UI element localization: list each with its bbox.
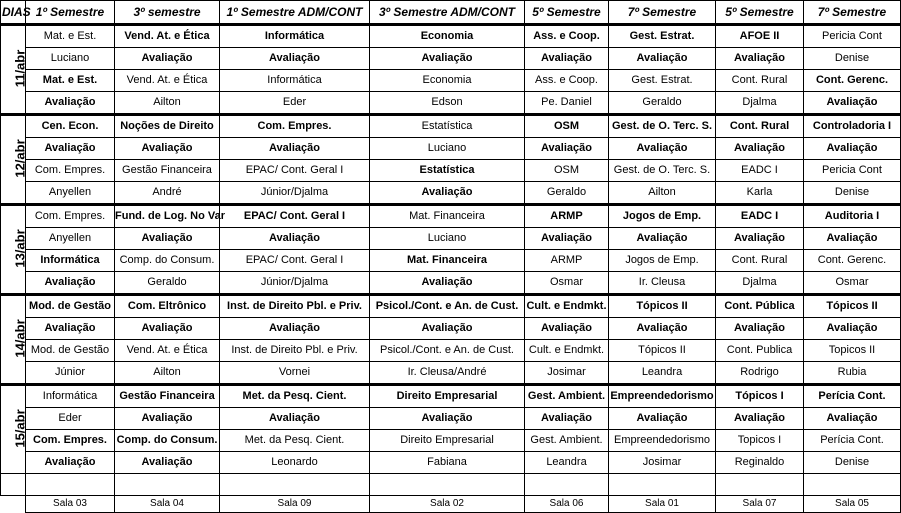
- schedule-body: [1, 25, 901, 513]
- schedule-cell: Avaliação: [609, 48, 716, 70]
- schedule-cell: Avaliação: [525, 318, 609, 340]
- schedule-cell: Avaliação: [220, 48, 370, 70]
- schedule-cell: Avaliação: [115, 452, 220, 474]
- table-row: [1, 318, 901, 340]
- schedule-cell: Gest. de O. Terc. S.: [609, 115, 716, 138]
- schedule-cell: Osmar: [525, 272, 609, 295]
- schedule-cell: Leonardo: [220, 452, 370, 474]
- schedule-cell: Gest. Estrat.: [609, 70, 716, 92]
- schedule-cell: Avaliação: [26, 318, 115, 340]
- schedule-cell: Ass. e Coop.: [525, 25, 609, 48]
- schedule-cell: Inst. de Direito Pbl. e Priv.: [220, 340, 370, 362]
- schedule-cell: Avaliação: [115, 408, 220, 430]
- schedule-cell: Met. da Pesq. Cient.: [220, 430, 370, 452]
- schedule-cell: Avaliação: [370, 48, 525, 70]
- table-row: [1, 160, 901, 182]
- room-cell: Sala 01: [609, 496, 716, 513]
- schedule-cell: Avaliação: [716, 318, 804, 340]
- schedule-cell: Vend. At. e Ética: [115, 340, 220, 362]
- header-col-1: 1º Semestre: [26, 1, 115, 25]
- schedule-cell: Psicol./Cont. e An. de Cust.: [370, 295, 525, 318]
- schedule-cell: Informática: [220, 25, 370, 48]
- schedule-cell: Pe. Daniel: [525, 92, 609, 115]
- schedule-cell: Avaliação: [220, 408, 370, 430]
- header-col-2: 3º semestre: [115, 1, 220, 25]
- schedule-cell: Cont. Rural: [716, 115, 804, 138]
- schedule-cell: Avaliação: [609, 408, 716, 430]
- schedule-cell: Avaliação: [716, 228, 804, 250]
- schedule-cell: Djalma: [716, 92, 804, 115]
- schedule-cell: Luciano: [26, 48, 115, 70]
- table-row: [1, 385, 901, 408]
- schedule-cell: Vend. At. e Ética: [115, 25, 220, 48]
- schedule-cell: Rodrigo: [716, 362, 804, 385]
- schedule-cell: EPAC/ Cont. Geral I: [220, 205, 370, 228]
- schedule-cell: Com. Empres.: [220, 115, 370, 138]
- table-row: [1, 115, 901, 138]
- schedule-cell: Cen. Econ.: [26, 115, 115, 138]
- schedule-cell: Avaliação: [220, 138, 370, 160]
- table-row: [1, 340, 901, 362]
- spacer-cell: [220, 474, 370, 496]
- header-row: [1, 1, 901, 25]
- schedule-cell: Empreendedorismo: [609, 430, 716, 452]
- spacer-cell: [370, 474, 525, 496]
- schedule-cell: Tópicos II: [609, 295, 716, 318]
- schedule-cell: Tópicos II: [804, 295, 901, 318]
- schedule-cell: Vend. At. e Ética: [115, 70, 220, 92]
- schedule-cell: Avaliação: [115, 318, 220, 340]
- schedule-cell: Gest. de O. Terc. S.: [609, 160, 716, 182]
- schedule-cell: Cont. Pública: [716, 295, 804, 318]
- schedule-cell: Avaliação: [609, 318, 716, 340]
- schedule-cell: Ailton: [115, 92, 220, 115]
- schedule-cell: Mat. e Est.: [26, 70, 115, 92]
- schedule-cell: Geraldo: [115, 272, 220, 295]
- schedule-cell: Pericia Cont: [804, 160, 901, 182]
- schedule-cell: Júnior/Djalma: [220, 182, 370, 205]
- schedule-cell: Com. Empres.: [26, 430, 115, 452]
- schedule-cell: Informática: [220, 70, 370, 92]
- room-cell: Sala 09: [220, 496, 370, 513]
- schedule-cell: Josimar: [525, 362, 609, 385]
- schedule-cell: Economia: [370, 70, 525, 92]
- schedule-cell: Com. Empres.: [26, 160, 115, 182]
- schedule-cell: Rubia: [804, 362, 901, 385]
- schedule-cell: Ir. Cleusa: [609, 272, 716, 295]
- schedule-cell: Fabiana: [370, 452, 525, 474]
- schedule-cell: Ass. e Coop.: [525, 70, 609, 92]
- schedule-cell: Geraldo: [609, 92, 716, 115]
- schedule-cell: Economia: [370, 25, 525, 48]
- day-label: [1, 295, 26, 385]
- schedule-cell: Avaliação: [115, 48, 220, 70]
- schedule-cell: Eder: [26, 408, 115, 430]
- spacer-cell: [609, 474, 716, 496]
- schedule-cell: Auditoria I: [804, 205, 901, 228]
- schedule-cell: Avaliação: [115, 228, 220, 250]
- schedule-cell: EPAC/ Cont. Geral I: [220, 250, 370, 272]
- day-label-text: 11/abr: [12, 49, 28, 88]
- schedule-cell: Júnior: [26, 362, 115, 385]
- table-row: [1, 295, 901, 318]
- schedule-cell: Gestão Financeira: [115, 385, 220, 408]
- spacer-cell: [26, 474, 115, 496]
- table-row: [1, 205, 901, 228]
- schedule-cell: Avaliação: [525, 408, 609, 430]
- schedule-cell: Cont. Publica: [716, 340, 804, 362]
- schedule-cell: Topicos II: [804, 340, 901, 362]
- schedule-cell: Comp. do Consum.: [115, 250, 220, 272]
- schedule-cell: Avaliação: [370, 408, 525, 430]
- schedule-cell: Com. Empres.: [26, 205, 115, 228]
- day-label-text: 15/abr: [12, 409, 28, 448]
- schedule-cell: Estatística: [370, 160, 525, 182]
- spacer-cell: [525, 474, 609, 496]
- header-col-8: 7º Semestre: [804, 1, 901, 25]
- schedule-cell: Noções de Direito: [115, 115, 220, 138]
- schedule-cell: Denise: [804, 452, 901, 474]
- schedule-cell: Avaliação: [220, 228, 370, 250]
- schedule-cell: Com. Eltrônico: [115, 295, 220, 318]
- schedule-cell: Mat. e Est.: [26, 25, 115, 48]
- schedule-cell: Josimar: [609, 452, 716, 474]
- table-row: [1, 430, 901, 452]
- schedule-cell: Edson: [370, 92, 525, 115]
- schedule-cell: Jogos de Emp.: [609, 250, 716, 272]
- schedule-cell: Geraldo: [525, 182, 609, 205]
- schedule-cell: EPAC/ Cont. Geral I: [220, 160, 370, 182]
- schedule-cell: Reginaldo: [716, 452, 804, 474]
- header-col-6: 7º Semestre: [609, 1, 716, 25]
- table-row: [1, 70, 901, 92]
- table-row: [1, 452, 901, 474]
- header-dias: DIAS: [1, 1, 26, 25]
- table-row: [1, 48, 901, 70]
- schedule-cell: Empreendedorismo: [609, 385, 716, 408]
- schedule-cell: Ir. Cleusa/André: [370, 362, 525, 385]
- schedule-cell: Vornei: [220, 362, 370, 385]
- schedule-cell: Gest. Estrat.: [609, 25, 716, 48]
- schedule-cell: Ailton: [609, 182, 716, 205]
- table-row: [1, 92, 901, 115]
- schedule-cell: Mod. de Gestão: [26, 340, 115, 362]
- schedule-cell: Mat. Financeira: [370, 205, 525, 228]
- schedule-cell: Direito Empresarial: [370, 385, 525, 408]
- schedule-cell: Cont. Gerenc.: [804, 250, 901, 272]
- schedule-cell: EADC I: [716, 160, 804, 182]
- schedule-cell: Informática: [26, 250, 115, 272]
- table-row: [1, 408, 901, 430]
- schedule-cell: Psicol./Cont. e An. de Cust.: [370, 340, 525, 362]
- schedule-cell: Osmar: [804, 272, 901, 295]
- schedule-cell: Tópicos II: [609, 340, 716, 362]
- day-label: [1, 25, 26, 115]
- schedule-cell: Anyellen: [26, 182, 115, 205]
- room-cell: Sala 05: [804, 496, 901, 513]
- room-row-blank: [1, 496, 26, 513]
- schedule-cell: Perícia Cont.: [804, 430, 901, 452]
- schedule-cell: Topicos I: [716, 430, 804, 452]
- schedule-cell: Inst. de Direito Pbl. e Priv.: [220, 295, 370, 318]
- table-row: [1, 138, 901, 160]
- schedule-cell: Direito Empresarial: [370, 430, 525, 452]
- schedule-cell: Cont. Rural: [716, 250, 804, 272]
- schedule-cell: Denise: [804, 182, 901, 205]
- footer-spacer: [1, 474, 901, 496]
- schedule-cell: Informática: [26, 385, 115, 408]
- schedule-cell: Avaliação: [370, 272, 525, 295]
- room-row: [1, 496, 901, 513]
- schedule-cell: Avaliação: [26, 272, 115, 295]
- schedule-cell: ARMP: [525, 250, 609, 272]
- header-col-5: 5º Semestre: [525, 1, 609, 25]
- schedule-cell: Eder: [220, 92, 370, 115]
- schedule-cell: Fund. de Log. No Var: [115, 205, 220, 228]
- schedule-cell: Comp. do Consum.: [115, 430, 220, 452]
- schedule-cell: Júnior/Djalma: [220, 272, 370, 295]
- schedule-cell: Estatística: [370, 115, 525, 138]
- schedule-cell: Controladoria I: [804, 115, 901, 138]
- room-cell: Sala 04: [115, 496, 220, 513]
- schedule-cell: Denise: [804, 48, 901, 70]
- day-label-text: 12/abr: [12, 139, 28, 178]
- schedule-cell: OSM: [525, 160, 609, 182]
- schedule-cell: Gestão Financeira: [115, 160, 220, 182]
- schedule-cell: Cult. e Endmkt.: [525, 295, 609, 318]
- schedule-cell: Tópicos I: [716, 385, 804, 408]
- schedule-cell: Avaliação: [804, 228, 901, 250]
- schedule-cell: Avaliação: [525, 48, 609, 70]
- schedule-cell: Ailton: [115, 362, 220, 385]
- room-cell: Sala 02: [370, 496, 525, 513]
- schedule-cell: Gest. Ambient.: [525, 430, 609, 452]
- schedule-cell: OSM: [525, 115, 609, 138]
- room-cell: Sala 07: [716, 496, 804, 513]
- schedule-cell: Jogos de Emp.: [609, 205, 716, 228]
- header-col-7: 5º Semestre: [716, 1, 804, 25]
- schedule-cell: Avaliação: [370, 182, 525, 205]
- table-row: [1, 182, 901, 205]
- table-row: [1, 362, 901, 385]
- day-label-text: 13/abr: [12, 229, 28, 268]
- schedule-cell: Avaliação: [525, 228, 609, 250]
- schedule-cell: Avaliação: [26, 138, 115, 160]
- schedule-cell: Avaliação: [220, 318, 370, 340]
- room-cell: Sala 03: [26, 496, 115, 513]
- schedule-cell: Avaliação: [804, 318, 901, 340]
- schedule-cell: Avaliação: [609, 138, 716, 160]
- schedule-cell: Cont. Gerenc.: [804, 70, 901, 92]
- schedule-cell: Mat. Financeira: [370, 250, 525, 272]
- schedule-cell: André: [115, 182, 220, 205]
- schedule-cell: Avaliação: [804, 138, 901, 160]
- day-label: [1, 385, 26, 474]
- spacer-cell: [804, 474, 901, 496]
- schedule-cell: Leandra: [525, 452, 609, 474]
- spacer-cell: [1, 474, 26, 496]
- schedule-cell: Avaliação: [716, 408, 804, 430]
- room-cell: Sala 06: [525, 496, 609, 513]
- schedule-cell: Perícia Cont.: [804, 385, 901, 408]
- schedule-cell: Cult. e Endmkt.: [525, 340, 609, 362]
- header-col-3: 1º Semestre ADM/CONT: [220, 1, 370, 25]
- schedule-cell: EADC I: [716, 205, 804, 228]
- schedule-cell: Avaliação: [26, 92, 115, 115]
- schedule-cell: Avaliação: [525, 138, 609, 160]
- schedule-cell: Karla: [716, 182, 804, 205]
- spacer-cell: [115, 474, 220, 496]
- day-label: [1, 205, 26, 295]
- table-row: [1, 250, 901, 272]
- schedule-cell: Met. da Pesq. Cient.: [220, 385, 370, 408]
- schedule-cell: Luciano: [370, 138, 525, 160]
- table-row: [1, 25, 901, 48]
- header-col-4: 3º Semestre ADM/CONT: [370, 1, 525, 25]
- schedule-cell: Avaliação: [804, 92, 901, 115]
- schedule-cell: ARMP: [525, 205, 609, 228]
- day-label: [1, 115, 26, 205]
- schedule-cell: Djalma: [716, 272, 804, 295]
- schedule-cell: AFOE II: [716, 25, 804, 48]
- schedule-cell: Gest. Ambient.: [525, 385, 609, 408]
- schedule-cell: Avaliação: [609, 228, 716, 250]
- schedule-cell: Luciano: [370, 228, 525, 250]
- schedule-cell: Anyellen: [26, 228, 115, 250]
- schedule-cell: Cont. Rural: [716, 70, 804, 92]
- schedule-cell: Avaliação: [804, 408, 901, 430]
- schedule-cell: Mod. de Gestão: [26, 295, 115, 318]
- schedule-cell: Leandra: [609, 362, 716, 385]
- schedule-cell: Avaliação: [716, 138, 804, 160]
- schedule-cell: Avaliação: [716, 48, 804, 70]
- table-row: [1, 228, 901, 250]
- spacer-cell: [716, 474, 804, 496]
- schedule-cell: Pericia Cont: [804, 25, 901, 48]
- schedule-cell: Avaliação: [370, 318, 525, 340]
- schedule-cell: Avaliação: [115, 138, 220, 160]
- schedule-cell: Avaliação: [26, 452, 115, 474]
- day-label-text: 14/abr: [12, 319, 28, 358]
- table-row: [1, 272, 901, 295]
